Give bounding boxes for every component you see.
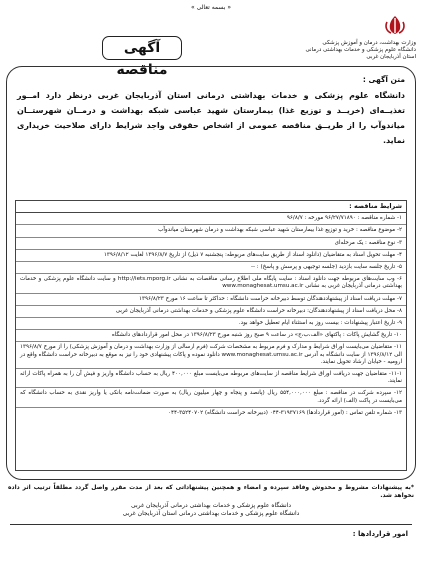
condition-row: ۱- شماره مناقصه : ۹۶/۲۷/۷۱۸۹۰ مورخه : ۹۶/۸/۷ <box>16 213 406 225</box>
signature-line-2: دانشگاه علوم پزشکی و خدمات بهداشتی درمانی استان آذربایجان غربی <box>122 510 300 517</box>
signature <box>8 502 414 518</box>
condition-row: ۳- نوع مناقصه : یک مرحله‌ای <box>16 238 406 250</box>
ministry-line-3: استان آذربایجان غربی <box>366 54 416 60</box>
condition-row: ۸- محل دریافت اسناد از پیشنهاددهندگان: دبیرخانه حراست دانشگاه علوم پزشکی و خدمات بهداشتی درمانی آذربایجان غربی <box>16 306 406 318</box>
signature-line-1: دانشگاه علوم پزشکی و خدمات بهداشتی درمانی آذربایجان غربی <box>130 502 292 509</box>
condition-row: ۱۱-۱- متقاضیان جهت دریافت اوراق شرایط مناقصه از سایت‌های مربوطه می‌بایست مبلغ ۴۰۰,۰۰۰ ریال به حساب دانشگاه واریز و فیش آن را به همراه پاکات ارائه نمایند. <box>16 369 406 388</box>
page-title: آگهی مناقصه <box>102 36 182 60</box>
condition-row: ۱۳- شماره تلفن تماس : (امور قراردادها) ۳۱۹۳۷۱۶۹-۰۴۴ (دبیرخانه حراست دانشگاه) ۳۵۲۴۰۷۰۲-۰۴۴ <box>168 409 402 416</box>
ministry-name <box>305 40 416 61</box>
condition-row: ۲- موضوع مناقصه : خرید و توزیع غذا بیمارستان شهید عباسی شبکه بهداشت و درمان شهرستان میاندوآب <box>16 225 406 237</box>
notice-greeting: متن آگهی : <box>362 75 405 84</box>
ministry-line-1: وزارت بهداشت، درمان و آموزش پزشکی <box>322 40 416 46</box>
condition-row: ۶- وب سایت‌های مربوطه جهت دانلود اسناد : سایت پایگاه ملی اطلاع رسانی مناقصات به نشانی http://iets.mporg.ir و سایت دانشگاه علوم پزشکی و خدمات بهداشتی درمانی آذربایجان غربی به نشانی www.monaghesat.umsu.ac.ir <box>16 274 406 293</box>
contracts-label: امور قراردادها : <box>352 530 408 538</box>
divider <box>10 524 412 525</box>
conditions-table <box>15 200 407 471</box>
notice-intro: دانشگاه علوم پزشکی و خدمات بهداشتی درمانی استان آذربایجان غربی درنظر دارد امــور تغذیــه‌ای (خریــد و توزیع غذا) بیمارستان شهید عباسی شبکه بهداشت و درمــان شهرستــان میاندوآب را از طریــق مناقصه عمومی از اشخاص حقوقی واجد شرایط دارای صلاحیت خریداری نماید. <box>17 91 405 145</box>
condition-row: ۹- تاریخ اعتبار پیشنهادات : بیست روز به استثناء ایام تعطیل خواهد بود. <box>16 318 406 330</box>
footer-note: *به پیشنهادات مشروط و مخدوش وفاقد سپرده و امضاء و همچنین پیشنهاداتی که بعد از مدت مقرر واصل گردد مطلقاً ترتیب اثر داده نخواهد شد. <box>8 484 414 499</box>
bismillah: « بسمه تعالی » <box>191 4 231 11</box>
coat-of-arms-icon <box>382 14 408 36</box>
header <box>6 14 416 78</box>
notice-box <box>6 66 416 480</box>
ministry-line-2: دانشگاه علوم پزشکی و خدمات بهداشتی درمانی <box>305 47 416 53</box>
condition-row: ۱۲- سپرده شرکت در مناقصه : مبلغ ۵۵۴,۰۰۰,۰۰۰ ریال (پانصد و پنجاه و چهار میلیون ریال) به صورت ضمانت‌نامه بانکی یا واریز نقدی به حساب دانشگاه که می‌بایست در پاکت (الف) ارائه گردد. <box>16 388 406 407</box>
condition-row: ۵- تاریخ جلسه سایت بازدید (جلسه توجیهی و پرسش و پاسخ) : -- <box>16 262 406 274</box>
condition-row: ۱۱- متقاضیان می‌بایست اوراق شرایط و مدارک و فرم مربوط به مشخصات شرکت (فرم ارسالی از وزارت بهداشت و درمان و آموزش پزشکی) را از مورخ ۱۳۹۶/۸/۷ الی ۱۳۹۶/۸/۱۲ از سایت دانشگاه به آدرس www.monaghesat.umsu.ac.ir دانلود نموده و پاکات پیشنهادی خود را نیز به موقع به دبیرخانه حراست دانشگاه واقع در ارومیه - خیابان ارشاد تحویل نمایند. <box>16 342 406 369</box>
condition-row: ۷- مهلت دریافت اسناد از پیشنهاددهندگان توسط دبیرخانه حراست دانشگاه : حداکثر تا ساعت ۱۶ مورخ ۱۳۹۶/۸/۲۳ <box>16 294 406 306</box>
condition-row: ۱۰- تاریخ گشایش پاکات : پاکتهای «الف،ب،ج» در ساعت ۹ صبح روز شنبه مورخ ۱۳۹۶/۸/۲۳ در محل امور قراردادهای دانشگاه <box>16 330 406 342</box>
condition-row: ۴- مهلت تحویل اسناد به متقاضیان (دانلود اسناد از طریق سایت‌های مربوطه: پنجشنبه ۷ ذیل) از تاریخ ۱۳۹۶/۸/۷ لغایت ۱۳۹۶/۸/۱۲ <box>16 250 406 262</box>
conditions-title: شرایط مناقصه : <box>16 201 406 213</box>
